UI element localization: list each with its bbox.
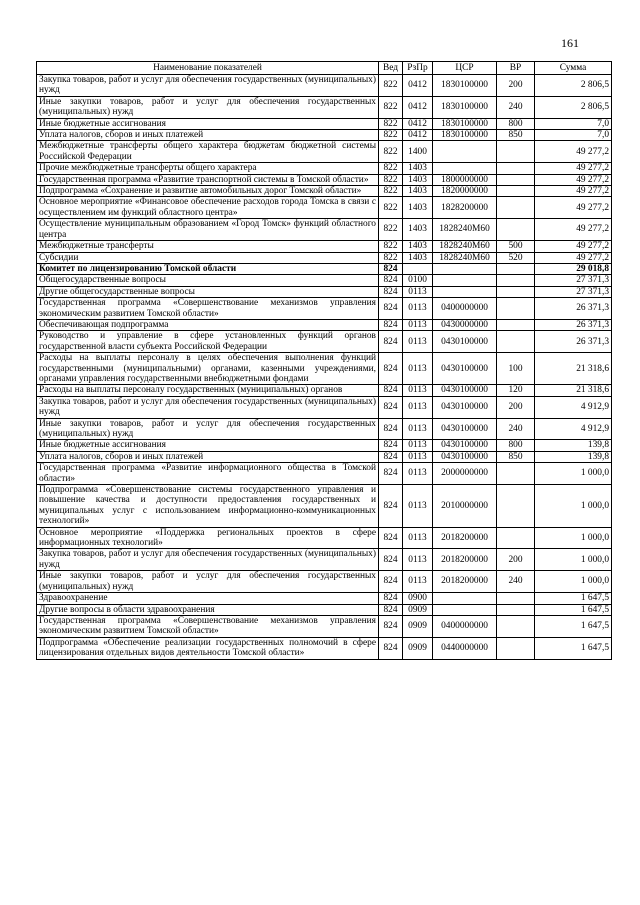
table-row — [37, 163, 612, 174]
row-csr: 2010000000 — [433, 485, 497, 528]
row-sum: 7,0 — [535, 118, 612, 129]
row-rzpr: 0113 — [403, 396, 433, 418]
row-sum: 2 806,5 — [535, 75, 612, 97]
row-csr: 1830100000 — [433, 118, 497, 129]
table-row — [37, 319, 612, 330]
row-ved: 822 — [379, 118, 403, 129]
row-rzpr: 1403 — [403, 163, 433, 174]
row-csr: 2018200000 — [433, 571, 497, 593]
row-name: Межбюджетные трансферты — [37, 241, 379, 252]
row-vr — [497, 485, 535, 528]
row-rzpr: 1403 — [403, 252, 433, 263]
row-ved: 822 — [379, 197, 403, 219]
row-rzpr: 1403 — [403, 197, 433, 219]
table-row — [37, 593, 612, 604]
row-name: Руководство и управление в сфере установленных функций органов государственной власти субъекта Российской Федерации — [37, 331, 379, 353]
row-sum: 49 277,2 — [535, 141, 612, 163]
row-ved: 824 — [379, 396, 403, 418]
row-name: Иные закупки товаров, работ и услуг для обеспечения государственных (муниципальных) нужд — [37, 96, 379, 118]
row-rzpr: 1403 — [403, 241, 433, 252]
row-rzpr: 0100 — [403, 275, 433, 286]
row-csr: 0400000000 — [433, 615, 497, 637]
row-csr: 1800000000 — [433, 174, 497, 185]
row-csr: 0400000000 — [433, 298, 497, 320]
row-name: Расходы на выплаты персоналу государственных (муниципальных) органов — [37, 385, 379, 396]
row-name: Подпрограмма «Сохранение и развитие автомобильных дорог Томской области» — [37, 186, 379, 197]
row-name: Здравоохранение — [37, 593, 379, 604]
row-rzpr: 0900 — [403, 593, 433, 604]
table-row — [37, 197, 612, 219]
row-name: Иные бюджетные ассигнования — [37, 118, 379, 129]
row-vr — [497, 141, 535, 163]
row-sum: 27 371,3 — [535, 275, 612, 286]
row-name: Закупка товаров, работ и услуг для обеспечения государственных (муниципальных) нужд — [37, 549, 379, 571]
row-name: Иные бюджетные ассигнования — [37, 440, 379, 451]
row-csr: 2018200000 — [433, 527, 497, 549]
row-ved: 822 — [379, 163, 403, 174]
row-ved: 824 — [379, 451, 403, 462]
row-name: Обеспечивающая подпрограмма — [37, 319, 379, 330]
row-csr: 1828200000 — [433, 197, 497, 219]
row-sum: 1 000,0 — [535, 571, 612, 593]
row-rzpr — [403, 263, 433, 274]
row-rzpr: 0113 — [403, 549, 433, 571]
row-sum: 26 371,3 — [535, 298, 612, 320]
row-rzpr: 0113 — [403, 331, 433, 353]
table-row — [37, 241, 612, 252]
row-rzpr: 0113 — [403, 485, 433, 528]
row-sum: 1 000,0 — [535, 463, 612, 485]
row-vr: 800 — [497, 440, 535, 451]
row-ved: 824 — [379, 604, 403, 615]
row-sum: 21 318,6 — [535, 385, 612, 396]
table-row — [37, 130, 612, 141]
row-ved: 824 — [379, 286, 403, 297]
row-csr — [433, 263, 497, 274]
table-row — [37, 615, 612, 637]
row-sum: 26 371,3 — [535, 331, 612, 353]
row-ved: 824 — [379, 418, 403, 440]
row-csr — [433, 286, 497, 297]
table-row — [37, 527, 612, 549]
row-rzpr: 0909 — [403, 637, 433, 659]
row-rzpr: 1403 — [403, 186, 433, 197]
page-number: 161 — [561, 36, 579, 50]
row-vr — [497, 319, 535, 330]
row-csr: 0430100000 — [433, 440, 497, 451]
row-name: Государственная программа «Совершенствование механизмов управления экономическим развитием Томской области» — [37, 298, 379, 320]
row-vr — [497, 163, 535, 174]
row-ved: 824 — [379, 263, 403, 274]
row-rzpr: 0113 — [403, 353, 433, 385]
row-name: Прочие межбюджетные трансферты общего характера — [37, 163, 379, 174]
row-rzpr: 0113 — [403, 440, 433, 451]
header-row — [37, 62, 612, 75]
row-rzpr: 0113 — [403, 298, 433, 320]
row-sum: 4 912,9 — [535, 418, 612, 440]
row-sum: 26 371,3 — [535, 319, 612, 330]
row-sum: 1 000,0 — [535, 485, 612, 528]
row-vr — [497, 263, 535, 274]
row-vr: 100 — [497, 353, 535, 385]
table-row — [37, 463, 612, 485]
row-name: Закупка товаров, работ и услуг для обеспечения государственных (муниципальных) нужд — [37, 75, 379, 97]
row-rzpr: 0412 — [403, 96, 433, 118]
row-name: Субсидии — [37, 252, 379, 263]
row-sum: 1 647,5 — [535, 593, 612, 604]
row-rzpr: 0113 — [403, 286, 433, 297]
table-row — [37, 353, 612, 385]
row-vr: 200 — [497, 396, 535, 418]
row-ved: 822 — [379, 141, 403, 163]
row-sum: 49 277,2 — [535, 252, 612, 263]
row-vr: 850 — [497, 451, 535, 462]
header-csr: ЦСР — [433, 62, 497, 75]
row-sum: 21 318,6 — [535, 353, 612, 385]
row-sum: 1 647,5 — [535, 637, 612, 659]
row-vr — [497, 298, 535, 320]
row-vr — [497, 275, 535, 286]
row-rzpr: 0113 — [403, 385, 433, 396]
budget-table — [36, 61, 612, 660]
row-sum: 1 647,5 — [535, 615, 612, 637]
header-vr: ВР — [497, 62, 535, 75]
row-rzpr: 0113 — [403, 571, 433, 593]
row-csr: 0430100000 — [433, 331, 497, 353]
row-rzpr: 0909 — [403, 615, 433, 637]
row-vr: 520 — [497, 252, 535, 263]
row-vr — [497, 174, 535, 185]
table-row — [37, 298, 612, 320]
row-vr: 240 — [497, 418, 535, 440]
row-vr — [497, 593, 535, 604]
row-vr — [497, 463, 535, 485]
row-sum: 49 277,2 — [535, 163, 612, 174]
row-ved: 822 — [379, 174, 403, 185]
row-vr: 500 — [497, 241, 535, 252]
table-row — [37, 263, 612, 274]
row-csr: 1828240M60 — [433, 252, 497, 263]
table-row — [37, 141, 612, 163]
row-name: Основное мероприятие «Поддержка региональных проектов в сфере информационных технологий» — [37, 527, 379, 549]
table-row — [37, 549, 612, 571]
row-ved: 824 — [379, 440, 403, 451]
table-row — [37, 385, 612, 396]
row-sum: 49 277,2 — [535, 197, 612, 219]
row-ved: 822 — [379, 130, 403, 141]
header-rzpr: РзПр — [403, 62, 433, 75]
row-vr — [497, 604, 535, 615]
row-ved: 824 — [379, 319, 403, 330]
row-ved: 822 — [379, 241, 403, 252]
row-name: Уплата налогов, сборов и иных платежей — [37, 130, 379, 141]
row-csr: 1830100000 — [433, 130, 497, 141]
row-csr: 1828240M60 — [433, 241, 497, 252]
row-rzpr: 0909 — [403, 604, 433, 615]
row-ved: 824 — [379, 549, 403, 571]
table-row — [37, 571, 612, 593]
table-row — [37, 331, 612, 353]
row-sum: 1 000,0 — [535, 549, 612, 571]
table-body — [37, 75, 612, 660]
row-name: Другие общегосударственные вопросы — [37, 286, 379, 297]
row-ved: 824 — [379, 637, 403, 659]
row-name: Государственная программа «Развитие информационного общества в Томской области» — [37, 463, 379, 485]
row-sum: 7,0 — [535, 130, 612, 141]
row-csr: 1820000000 — [433, 186, 497, 197]
row-rzpr: 0412 — [403, 75, 433, 97]
row-ved: 824 — [379, 353, 403, 385]
row-csr: 0440000000 — [433, 637, 497, 659]
row-sum: 1 000,0 — [535, 527, 612, 549]
table-row — [37, 440, 612, 451]
row-sum: 139,8 — [535, 440, 612, 451]
table-row — [37, 637, 612, 659]
row-sum: 4 912,9 — [535, 396, 612, 418]
row-csr — [433, 163, 497, 174]
table-row — [37, 174, 612, 185]
row-ved: 824 — [379, 298, 403, 320]
row-vr — [497, 219, 535, 241]
row-name: Подпрограмма «Обеспечение реализации государственных полномочий в сфере лицензирования отдельных видов деятельности Томской области» — [37, 637, 379, 659]
table-row — [37, 219, 612, 241]
row-csr: 1830100000 — [433, 96, 497, 118]
row-sum: 49 277,2 — [535, 241, 612, 252]
row-csr — [433, 593, 497, 604]
row-ved: 824 — [379, 275, 403, 286]
row-csr: 0430000000 — [433, 319, 497, 330]
row-rzpr: 0113 — [403, 527, 433, 549]
row-rzpr: 0113 — [403, 463, 433, 485]
header-sum: Сумма — [535, 62, 612, 75]
row-vr — [497, 331, 535, 353]
row-vr — [497, 286, 535, 297]
table-row — [37, 485, 612, 528]
row-name: Государственная программа «Совершенствование механизмов управления экономическим развитием Томской области» — [37, 615, 379, 637]
table-row — [37, 418, 612, 440]
row-ved: 822 — [379, 252, 403, 263]
header-ved: Вед — [379, 62, 403, 75]
row-name: Расходы на выплаты персоналу в целях обеспечения выполнения функций государственными (муниципальными) органами, казенными учреждениями, органами управления государственными внебюджетными фондами — [37, 353, 379, 385]
row-csr: 0430100000 — [433, 396, 497, 418]
row-sum: 1 647,5 — [535, 604, 612, 615]
row-csr: 0430100000 — [433, 451, 497, 462]
row-name: Государственная программа «Развитие транспортной системы в Томской области» — [37, 174, 379, 185]
table-row — [37, 96, 612, 118]
row-ved: 822 — [379, 96, 403, 118]
row-name: Закупка товаров, работ и услуг для обеспечения государственных (муниципальных) нужд — [37, 396, 379, 418]
row-ved: 822 — [379, 75, 403, 97]
row-vr: 850 — [497, 130, 535, 141]
row-csr: 1830100000 — [433, 75, 497, 97]
header-name: Наименование показателей — [37, 62, 379, 75]
row-vr: 120 — [497, 385, 535, 396]
row-rzpr: 1403 — [403, 219, 433, 241]
table-row — [37, 75, 612, 97]
row-sum: 49 277,2 — [535, 186, 612, 197]
row-csr: 2000000000 — [433, 463, 497, 485]
row-sum: 2 806,5 — [535, 96, 612, 118]
row-name: Другие вопросы в области здравоохранения — [37, 604, 379, 615]
row-vr — [497, 527, 535, 549]
row-name: Осуществление муниципальным образованием «Город Томск» функций областного центра — [37, 219, 379, 241]
row-name: Иные закупки товаров, работ и услуг для обеспечения государственных (муниципальных) нужд — [37, 418, 379, 440]
row-rzpr: 1403 — [403, 174, 433, 185]
row-vr — [497, 197, 535, 219]
table-row — [37, 118, 612, 129]
row-rzpr: 0412 — [403, 118, 433, 129]
row-rzpr: 0113 — [403, 418, 433, 440]
row-ved: 824 — [379, 463, 403, 485]
row-vr: 240 — [497, 571, 535, 593]
row-vr — [497, 615, 535, 637]
row-csr: 0430100000 — [433, 353, 497, 385]
row-name: Иные закупки товаров, работ и услуг для обеспечения государственных (муниципальных) нужд — [37, 571, 379, 593]
row-vr — [497, 186, 535, 197]
row-csr: 1828240M60 — [433, 219, 497, 241]
row-name: Общегосударственные вопросы — [37, 275, 379, 286]
table-row — [37, 252, 612, 263]
row-vr: 200 — [497, 75, 535, 97]
row-rzpr: 0412 — [403, 130, 433, 141]
row-ved: 822 — [379, 186, 403, 197]
row-csr — [433, 604, 497, 615]
row-name: Основное мероприятие «Финансовое обеспечение расходов города Томска в связи с осуществлением им функций областного центра» — [37, 197, 379, 219]
table-row — [37, 186, 612, 197]
row-name: Комитет по лицензированию Томской области — [37, 263, 379, 274]
row-name: Уплата налогов, сборов и иных платежей — [37, 451, 379, 462]
row-sum: 49 277,2 — [535, 174, 612, 185]
table-row — [37, 275, 612, 286]
row-sum: 27 371,3 — [535, 286, 612, 297]
row-sum: 29 018,8 — [535, 263, 612, 274]
row-vr: 800 — [497, 118, 535, 129]
row-ved: 824 — [379, 331, 403, 353]
table-row — [37, 396, 612, 418]
row-csr — [433, 275, 497, 286]
table-row — [37, 604, 612, 615]
row-vr — [497, 637, 535, 659]
row-ved: 824 — [379, 615, 403, 637]
row-ved: 824 — [379, 385, 403, 396]
row-ved: 824 — [379, 485, 403, 528]
row-vr: 200 — [497, 549, 535, 571]
row-sum: 139,8 — [535, 451, 612, 462]
row-rzpr: 0113 — [403, 319, 433, 330]
row-ved: 822 — [379, 219, 403, 241]
row-rzpr: 0113 — [403, 451, 433, 462]
row-csr: 0430100000 — [433, 385, 497, 396]
row-ved: 824 — [379, 571, 403, 593]
row-csr: 0430100000 — [433, 418, 497, 440]
row-vr: 240 — [497, 96, 535, 118]
row-ved: 824 — [379, 527, 403, 549]
row-ved: 824 — [379, 593, 403, 604]
row-csr — [433, 141, 497, 163]
table-row — [37, 286, 612, 297]
row-name: Межбюджетные трансферты общего характера бюджетам бюджетной системы Российской Федерации — [37, 141, 379, 163]
row-sum: 49 277,2 — [535, 219, 612, 241]
row-csr: 2018200000 — [433, 549, 497, 571]
table-row — [37, 451, 612, 462]
row-rzpr: 1400 — [403, 141, 433, 163]
row-name: Подпрограмма «Совершенствование системы государственного управления и повышение качества и доступности предоставления государственных и муниципальных услуг с использованием информационно-коммуникационных технологий» — [37, 485, 379, 528]
table-header — [37, 62, 612, 75]
